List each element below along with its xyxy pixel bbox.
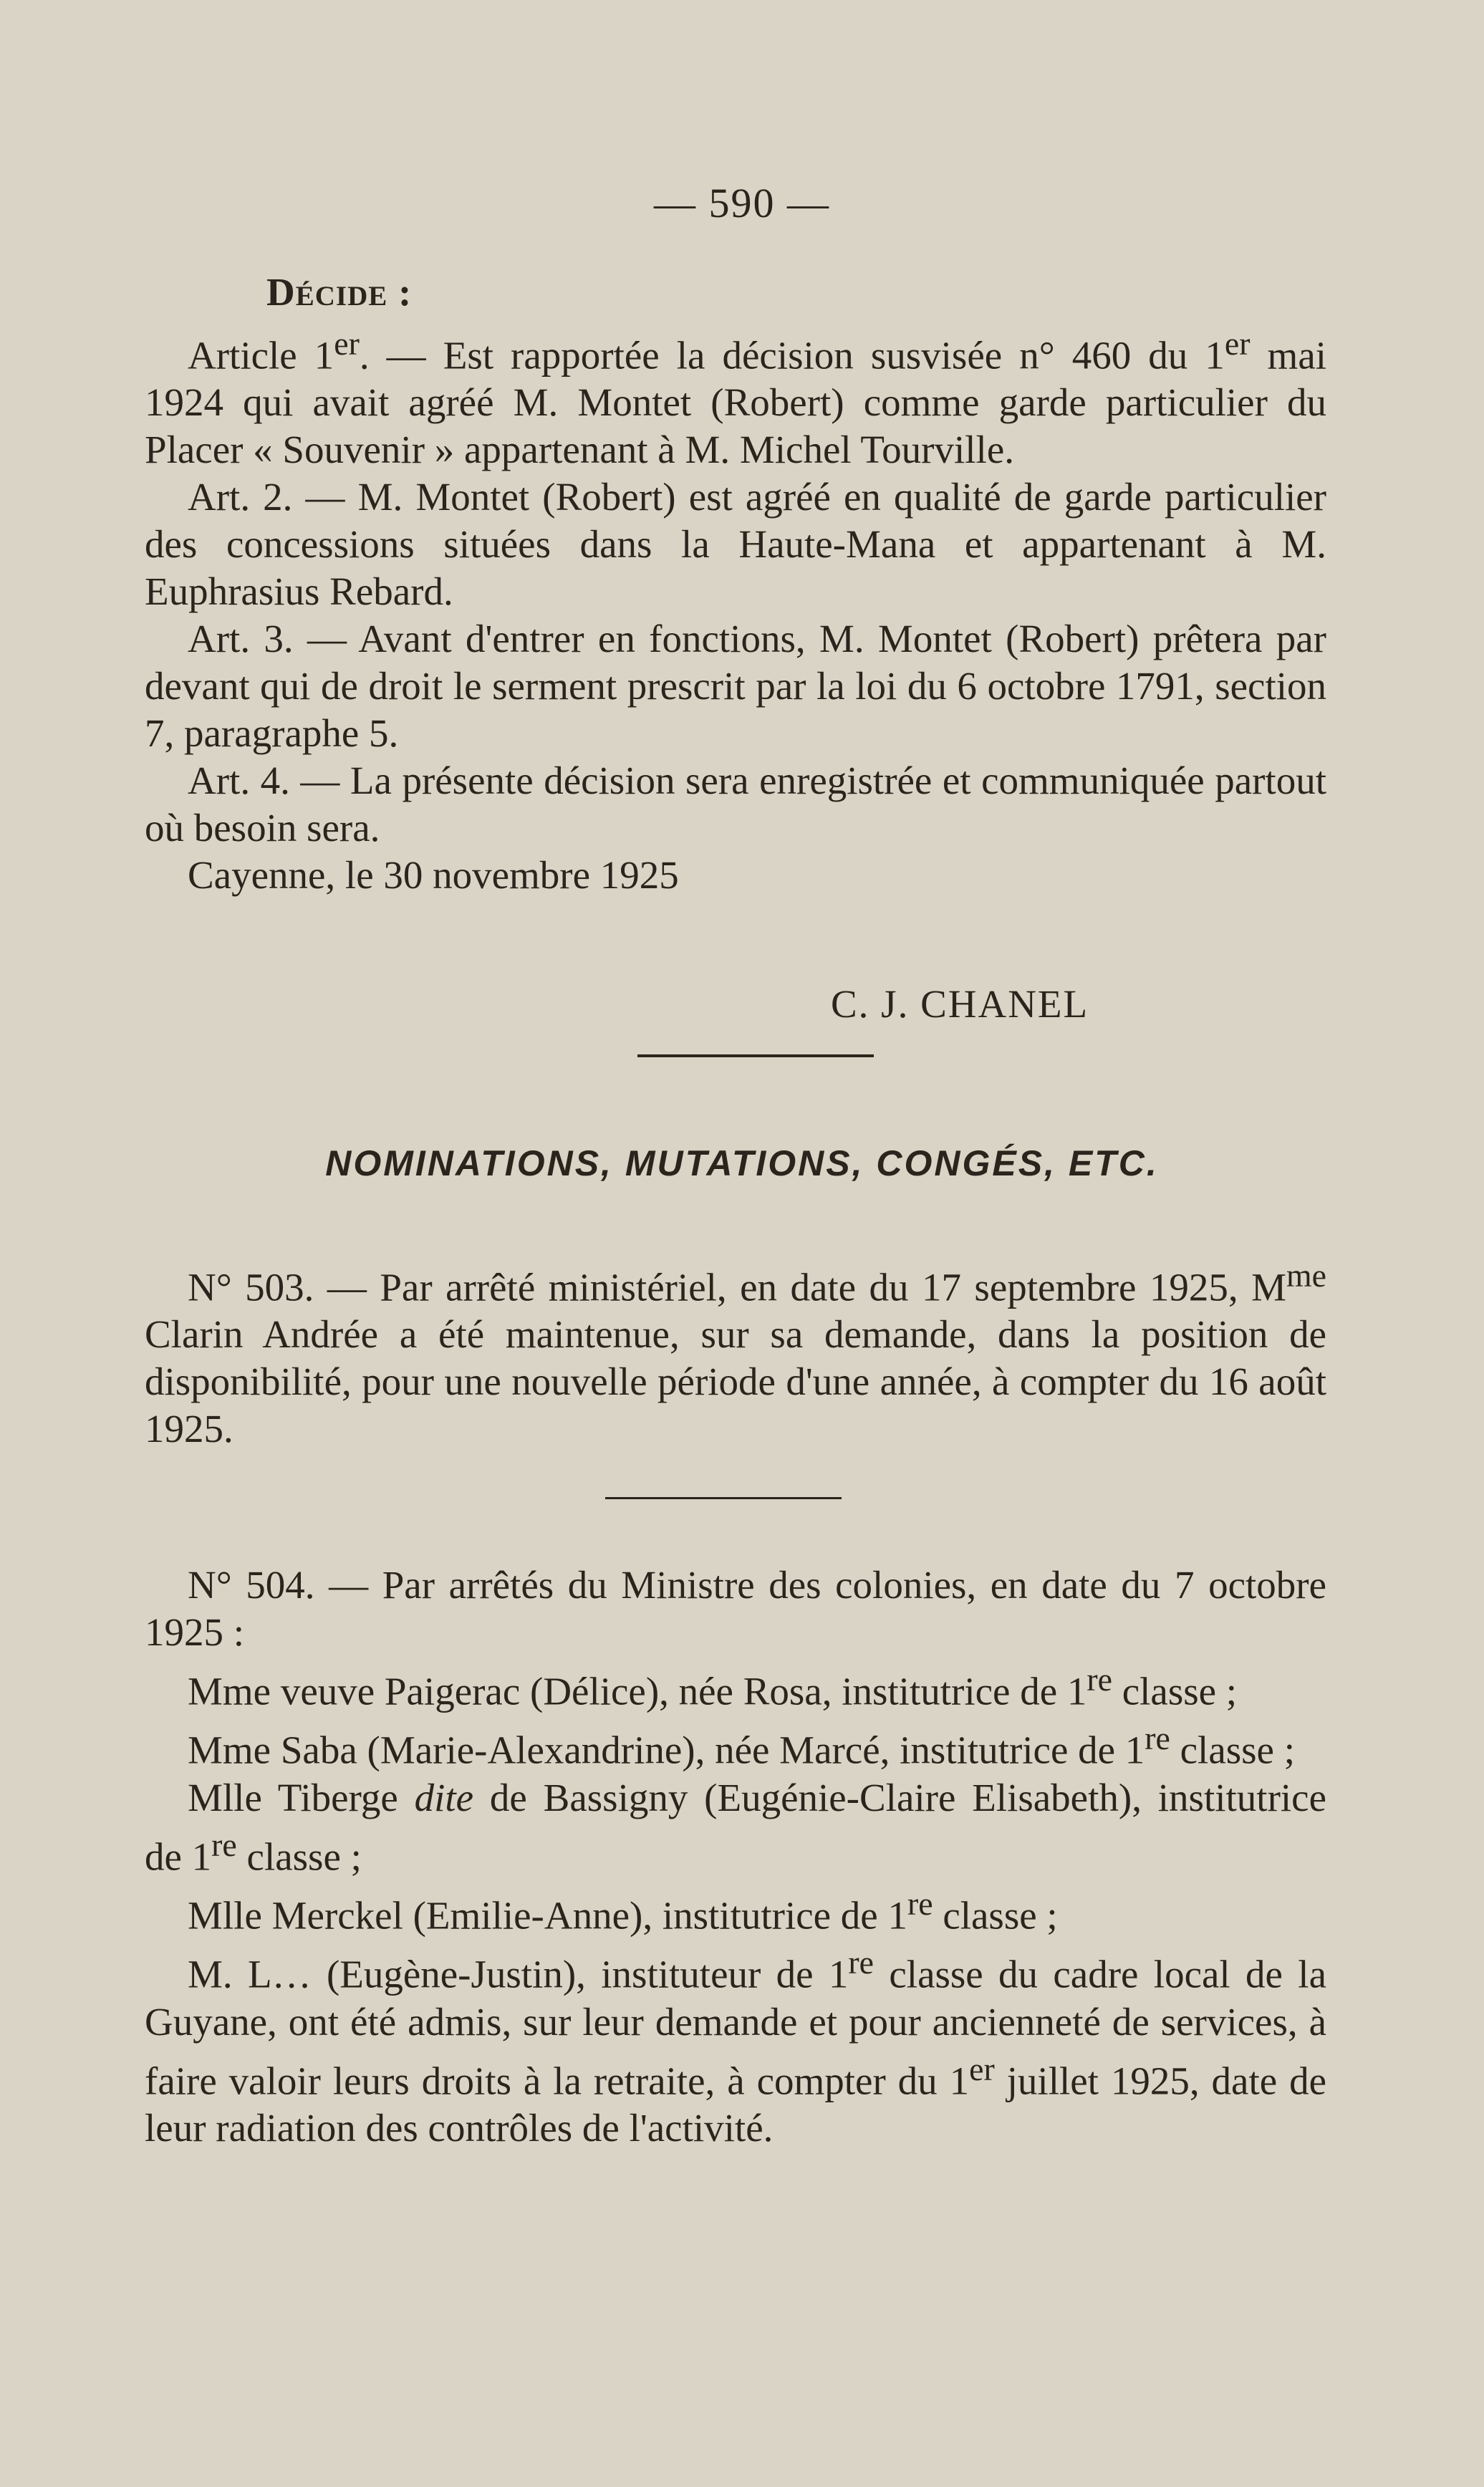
article-4: Art. 4. — La présente décision sera enregistrée et communiquée partout où besoin sera. xyxy=(145,759,1326,850)
decide-label: Décide : xyxy=(266,270,413,314)
signature: C. J. CHANEL xyxy=(831,982,1089,1026)
divider-rule-2 xyxy=(605,1497,842,1499)
section-heading: NOMINATIONS, MUTATIONS, CONGÉS, ETC. xyxy=(325,1143,1159,1183)
appointee-5: M. L… (Eugène-Justin), instituteur de 1re classe du cadre local de la Guyane, ont été admis, sur leur demande et pour ancienneté de services, à faire valoir leurs droits à la retraite, à compter du 1er juillet 1925, date de leur radiation des contrôles de l'activité. xyxy=(145,1944,1326,2150)
notice-504-intro: N° 504. — Par arrêtés du Ministre des colonies, en date du 7 octobre 1925 : xyxy=(145,1563,1326,1654)
appointee-4: Mlle Merckel (Emilie-Anne), institutrice de 1re classe ; xyxy=(188,1885,1058,1938)
page-number: — 590 — xyxy=(654,180,830,226)
notice-503 xyxy=(145,1252,1326,1453)
notice-504 xyxy=(145,1562,1326,2152)
divider-rule-1 xyxy=(637,1054,874,1057)
appointee-3: Mlle Tiberge dite de Bassigny (Eugénie-Claire Elisabeth), institutrice de 1re classe ; xyxy=(145,1775,1326,1878)
article-2: Art. 2. — M. Montet (Robert) est agréé en qualité de garde particulier des concessions situées dans la Haute-Mana et appartenant à M. Euphrasius Rebard. xyxy=(145,475,1326,614)
decision-block xyxy=(145,269,1326,899)
appointee-1: Mme veuve Paigerac (Délice), née Rosa, institutrice de 1re classe ; xyxy=(188,1661,1238,1713)
appointee-2: Mme Saba (Marie-Alexandrine), née Marcé, institutrice de 1re classe ; xyxy=(188,1720,1295,1772)
place-date: Cayenne, le 30 novembre 1925 xyxy=(188,853,679,898)
article-1: Article 1er. — Est rapportée la décision susvisée n° 460 du 1er mai 1924 qui avait agréé M. Montet (Robert) comme garde particulier du Placer « Souvenir » appartenant à M. Michel Tourville. xyxy=(145,325,1327,472)
notice-503-text: N° 503. — Par arrêté ministériel, en date du 17 septembre 1925, $M^{me}$ Clarin Andrée a été maintenue, sur sa demande, dans la position de disponibilité, pour une nouvelle période d'une année, à compter du 16 août 1925. xyxy=(145,1257,1326,1451)
article-3: Art. 3. — Avant d'entrer en fonctions, M. Montet (Robert) prêtera par devant qui de droit le serment prescrit par la loi du 6 octobre 1791, section 7, paragraphe 5. xyxy=(145,617,1326,756)
